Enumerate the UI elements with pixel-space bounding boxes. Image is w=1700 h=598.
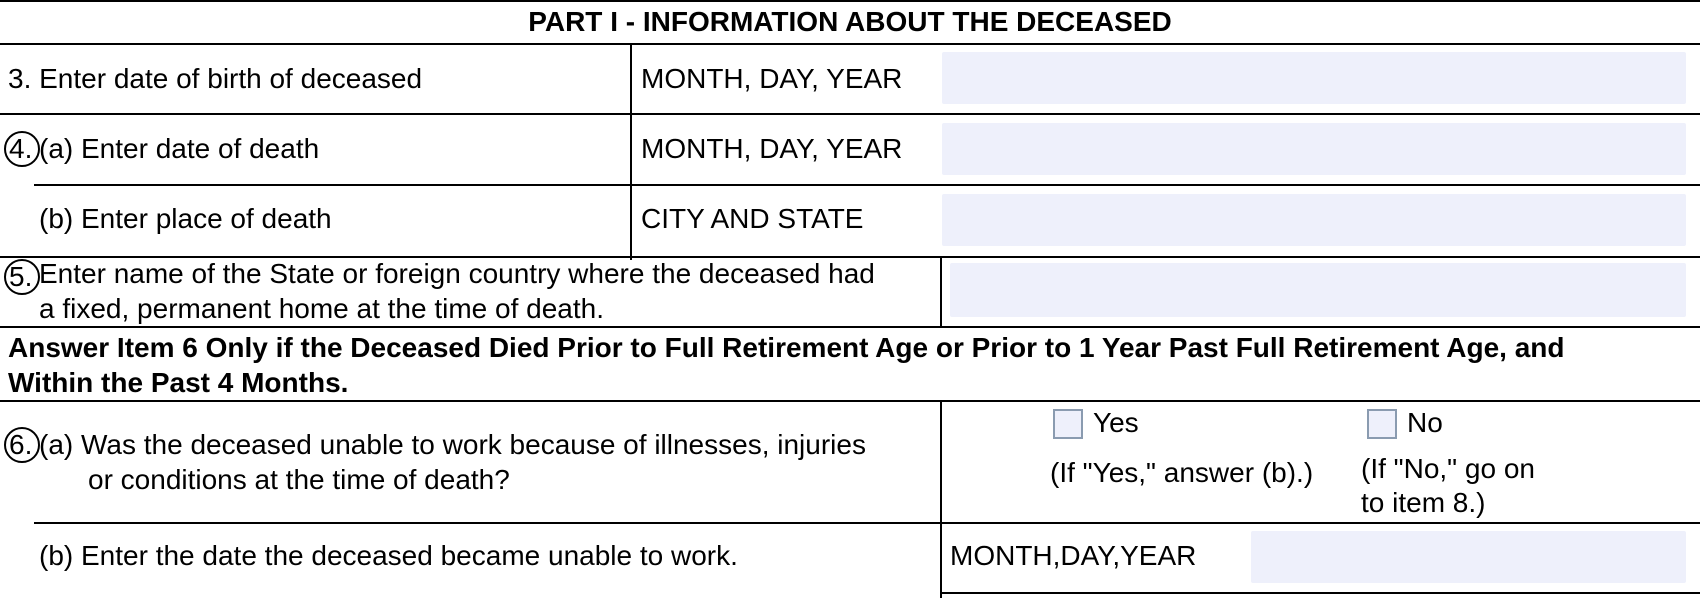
divider xyxy=(34,184,1700,186)
no-checkbox[interactable] xyxy=(1367,409,1397,439)
part-title: PART I - INFORMATION ABOUT THE DECEASED xyxy=(528,6,1172,37)
unable-to-work-date-field[interactable] xyxy=(1251,531,1686,583)
item6a-label-line1: (a) Was the deceased unable to work because of illnesses, injuries xyxy=(39,429,866,460)
divider xyxy=(940,401,942,598)
permanent-home-field[interactable] xyxy=(950,263,1686,317)
divider xyxy=(34,522,1700,524)
divider xyxy=(940,592,1700,594)
divider xyxy=(0,43,1700,45)
item3-format: MONTH, DAY, YEAR xyxy=(641,63,903,94)
place-of-death-field[interactable] xyxy=(942,194,1686,246)
yes-checkbox[interactable] xyxy=(1053,409,1083,439)
date-of-death-field[interactable] xyxy=(942,123,1686,175)
divider xyxy=(0,326,1700,328)
item3-label: 3. Enter date of birth of deceased xyxy=(8,63,423,94)
item4b-label: (b) Enter place of death xyxy=(39,203,332,234)
instruction-line2: Within the Past 4 Months. xyxy=(8,367,349,398)
top-border xyxy=(0,0,1700,2)
item4-number: 4. xyxy=(9,133,33,164)
divider xyxy=(0,113,1700,115)
item6a-label-line2: or conditions at the time of death? xyxy=(88,464,510,495)
divider xyxy=(940,257,942,327)
item4a-format: MONTH, DAY, YEAR xyxy=(641,133,903,164)
instruction-line1: Answer Item 6 Only if the Deceased Died Prior to Full Retirement Age or Prior to 1 Year Past Full Retirement Age, and xyxy=(8,332,1565,363)
no-note-line2: to item 8.) xyxy=(1361,487,1486,518)
yes-note: (If "Yes," answer (b).) xyxy=(1050,457,1314,488)
item4b-format: CITY AND STATE xyxy=(641,203,864,234)
divider xyxy=(630,44,632,260)
date-of-birth-field[interactable] xyxy=(942,52,1686,104)
item4a-label: (a) Enter date of death xyxy=(39,133,320,164)
no-note-line1: (If "No," go on xyxy=(1361,453,1535,484)
item6b-format: MONTH,DAY,YEAR xyxy=(950,540,1197,571)
item5-label-line2: a fixed, permanent home at the time of death. xyxy=(39,293,605,324)
item5-label-line1: Enter name of the State or foreign country where the deceased had xyxy=(39,258,875,289)
yes-label: Yes xyxy=(1093,407,1139,438)
item6-number: 6. xyxy=(9,429,33,460)
item5-number: 5. xyxy=(9,261,33,292)
item6b-label: (b) Enter the date the deceased became unable to work. xyxy=(39,540,738,571)
no-label: No xyxy=(1407,407,1443,438)
divider xyxy=(0,400,1700,402)
